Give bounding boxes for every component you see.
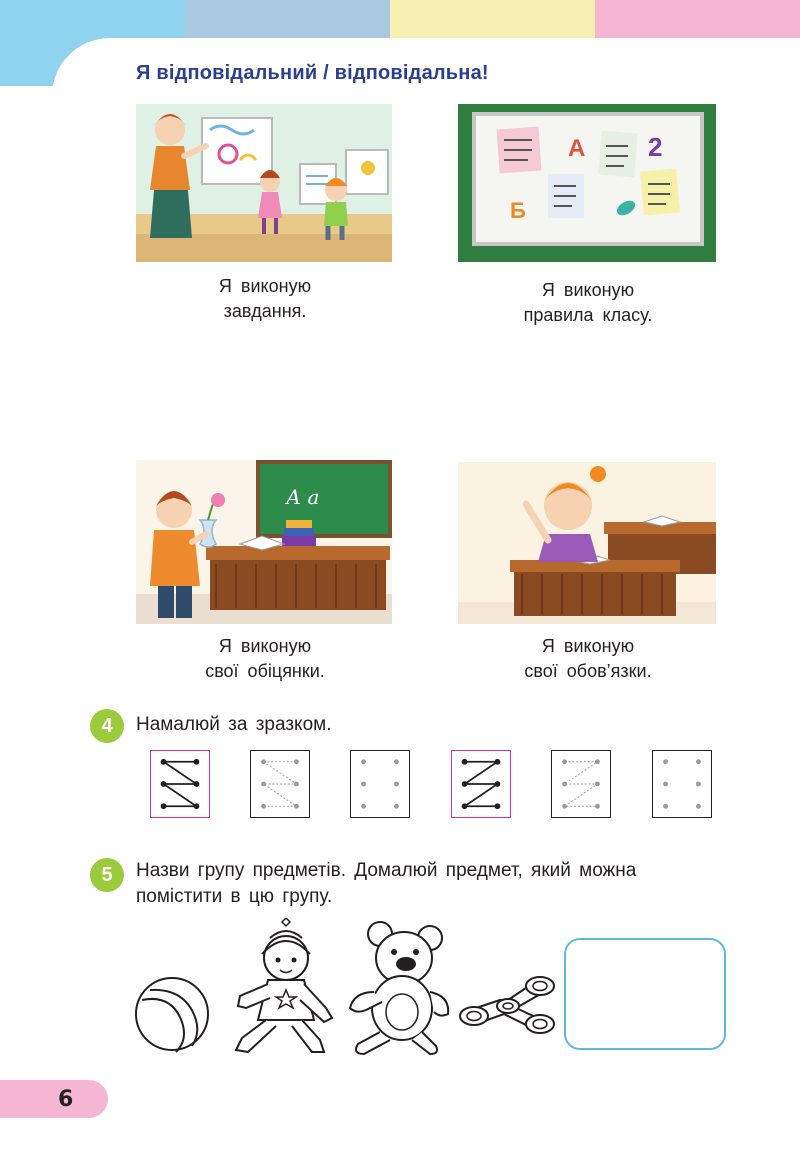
sample-pattern-1 xyxy=(150,750,210,818)
task-5-line-2: помістити в цю групу. xyxy=(136,886,333,907)
toy-ball xyxy=(132,974,212,1054)
toy-doll xyxy=(232,918,342,1056)
task-5-instruction xyxy=(136,858,736,910)
empty-dot-grid-2[interactable] xyxy=(652,750,712,818)
caption-1-line-2: завдання. xyxy=(223,301,307,321)
caption-3-line-2: свої обіцянки. xyxy=(205,661,325,681)
caption-3-line-1: Я виконую xyxy=(218,636,312,656)
illustration-boy-with-flowers xyxy=(136,460,392,624)
illustration-class-rules-board xyxy=(458,104,716,262)
header-stripe-pink xyxy=(595,0,800,38)
section-title: Я відповідальний / відповідальна! xyxy=(136,62,489,84)
drawing-answer-box[interactable] xyxy=(564,938,726,1050)
task-4-instruction: Намалюй за зразком. xyxy=(136,714,332,735)
tracing-pattern-2[interactable] xyxy=(551,750,611,818)
caption-1-line-1: Я виконую xyxy=(218,276,312,296)
toy-teddy-bear xyxy=(344,918,454,1056)
tracing-pattern-1[interactable] xyxy=(250,750,310,818)
illustration-girl-raising-hand xyxy=(458,462,716,624)
task-5-line-1: Назви групу предметів. Домалюй предмет, який можна xyxy=(136,860,637,881)
caption-2-line-1: Я виконую xyxy=(541,280,635,300)
caption-4-line-1: Я виконую xyxy=(541,636,635,656)
header-stripe-yellow xyxy=(390,0,595,38)
header-stripe-steel xyxy=(185,0,390,38)
sample-pattern-2 xyxy=(451,750,511,818)
chalkboard-text: А а xyxy=(286,485,320,509)
page-number: 6 xyxy=(58,1087,74,1112)
task-5-badge: 5 xyxy=(90,858,124,892)
empty-dot-grid-1[interactable] xyxy=(350,750,410,818)
caption-2-line-2: правила класу. xyxy=(523,305,653,325)
page-number-tab xyxy=(0,1080,108,1118)
caption-4 xyxy=(462,634,714,684)
caption-2 xyxy=(462,278,714,328)
toy-fidget-spinner xyxy=(456,966,560,1036)
number-two: 2 xyxy=(648,132,663,162)
illustration-painting-lesson xyxy=(136,104,392,262)
caption-4-line-2: свої обов’язки. xyxy=(524,661,652,681)
task-4-badge: 4 xyxy=(90,709,124,743)
caption-3 xyxy=(140,634,390,684)
letter-be: Б xyxy=(510,198,526,223)
caption-1 xyxy=(140,274,390,324)
letter-a: А xyxy=(568,135,586,162)
